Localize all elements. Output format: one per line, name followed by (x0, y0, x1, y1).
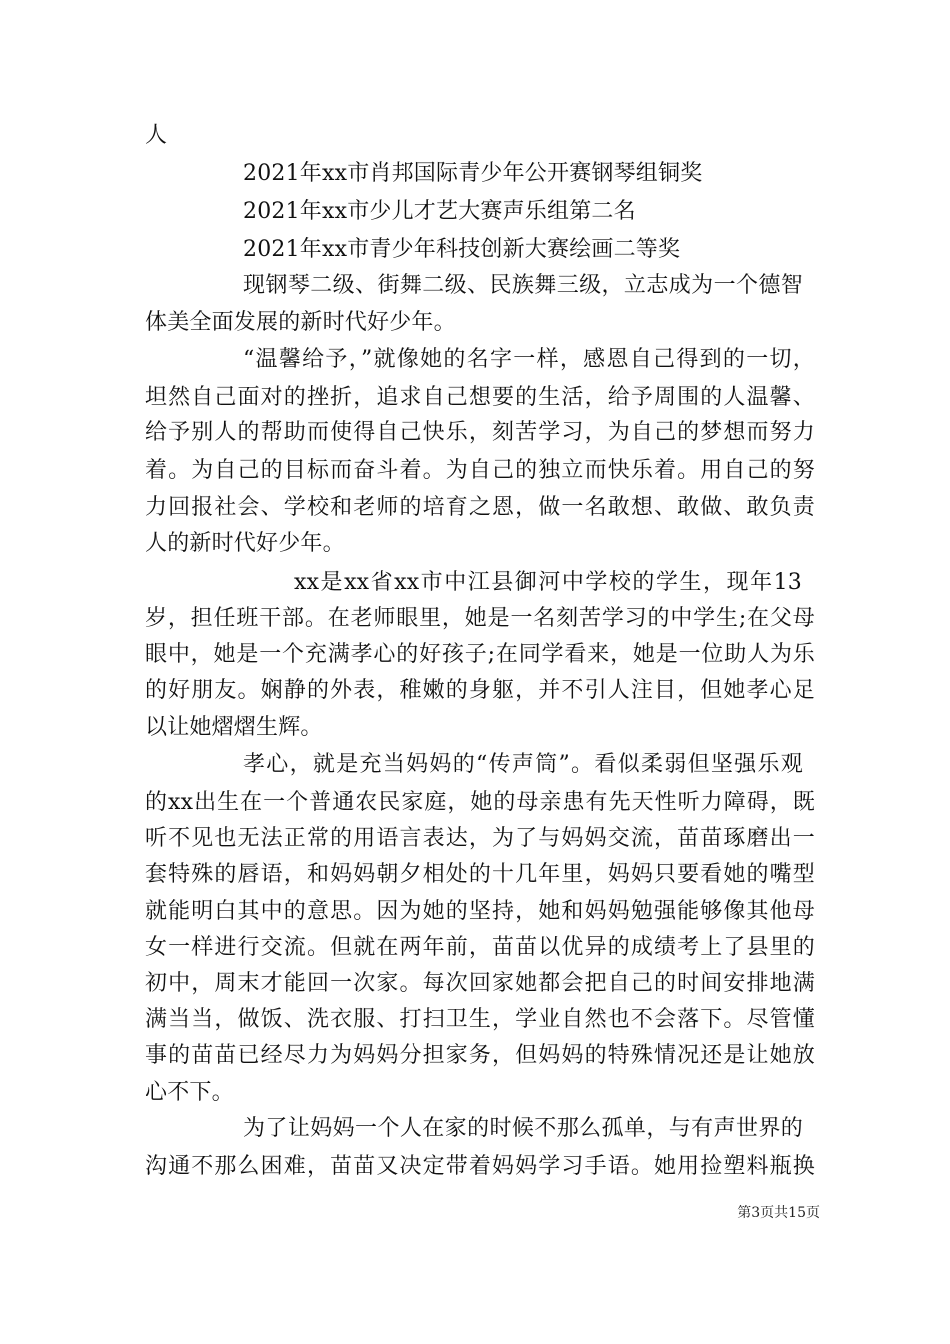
text-line: 心不下。 (145, 1080, 234, 1105)
text-line: 的好朋友。娴静的外表，稚嫩的身躯，并不引人注目，但她孝心足 (145, 678, 815, 703)
text-line: 女一样进行交流。但就在两年前，苗苗以优异的成绩考上了县里的 (145, 935, 815, 960)
text-line: 的xx出生在一个普通农民家庭，她的母亲患有先天性听力障碍，既 (145, 790, 815, 815)
text-line: 听不见也无法正常的用语言表达，为了与妈妈交流，苗苗琢磨出一 (145, 826, 815, 851)
award-line: 2021年xx市青少年科技创新大赛绘画二等奖 (243, 237, 681, 262)
text-line: 人的新时代好少年。 (145, 531, 345, 556)
text-line: 力回报社会、学校和老师的培育之恩，做一名敢想、敢做、敢负责 (145, 495, 815, 520)
text-line: 满当当，做饭、洗衣服、打扫卫生，学业自然也不会落下。尽管懂 (145, 1007, 815, 1032)
text-line: 事的苗苗已经尽力为妈妈分担家务，但妈妈的特殊情况还是让她放 (145, 1043, 815, 1068)
text-line: 体美全面发展的新时代好少年。 (145, 310, 456, 335)
paragraph-start-line: xx是xx省xx市中江县御河中学校的学生，现年13 (294, 570, 802, 595)
paragraph-start-line: 孝心，就是充当妈妈的“传声筒”。看似柔弱但坚强乐观 (243, 752, 803, 777)
text-line: 给予别人的帮助而使得自己快乐，刻苦学习，为自己的梦想而努力 (145, 420, 815, 445)
text-line: 套特殊的唇语，和妈妈朝夕相处的十几年里，妈妈只要看她的嘴型 (145, 862, 815, 887)
text-line: 人 (145, 123, 168, 148)
text-line: 岁，担任班干部。在老师眼里，她是一名刻苦学习的中学生;在父母 (145, 606, 815, 631)
text-line: 沟通不那么困难，苗苗又决定带着妈妈学习手语。她用捡塑料瓶换 (145, 1154, 815, 1179)
page-number-footer: 第3页共15页 (737, 1205, 820, 1221)
paragraph-start-line: “温馨给予，”就像她的名字一样，感恩自己得到的一切， (243, 347, 815, 372)
text-line: 以让她熠熠生辉。 (145, 715, 323, 740)
award-line: 2021年xx市肖邦国际青少年公开赛钢琴组铜奖 (243, 161, 703, 186)
award-line: 2021年xx市少儿才艺大赛声乐组第二名 (243, 199, 636, 224)
text-line: 现钢琴二级、街舞二级、民族舞三级，立志成为一个德智 (243, 273, 803, 298)
text-line: 就能明白其中的意思。因为她的坚持，她和妈妈勉强能够像其他母 (145, 899, 815, 924)
paragraph-start-line: 为了让妈妈一个人在家的时候不那么孤单，与有声世界的 (243, 1116, 803, 1141)
text-line: 初中，周末才能回一次家。每次回家她都会把自己的时间安排地满 (145, 971, 815, 996)
text-line: 坦然自己面对的挫折，追求自己想要的生活，给予周围的人温馨、 (145, 385, 815, 410)
text-line: 眼中，她是一个充满孝心的好孩子;在同学看来，她是一位助人为乐 (145, 642, 815, 667)
text-line: 着。为自己的目标而奋斗着。为自己的独立而快乐着。用自己的努 (145, 458, 815, 483)
